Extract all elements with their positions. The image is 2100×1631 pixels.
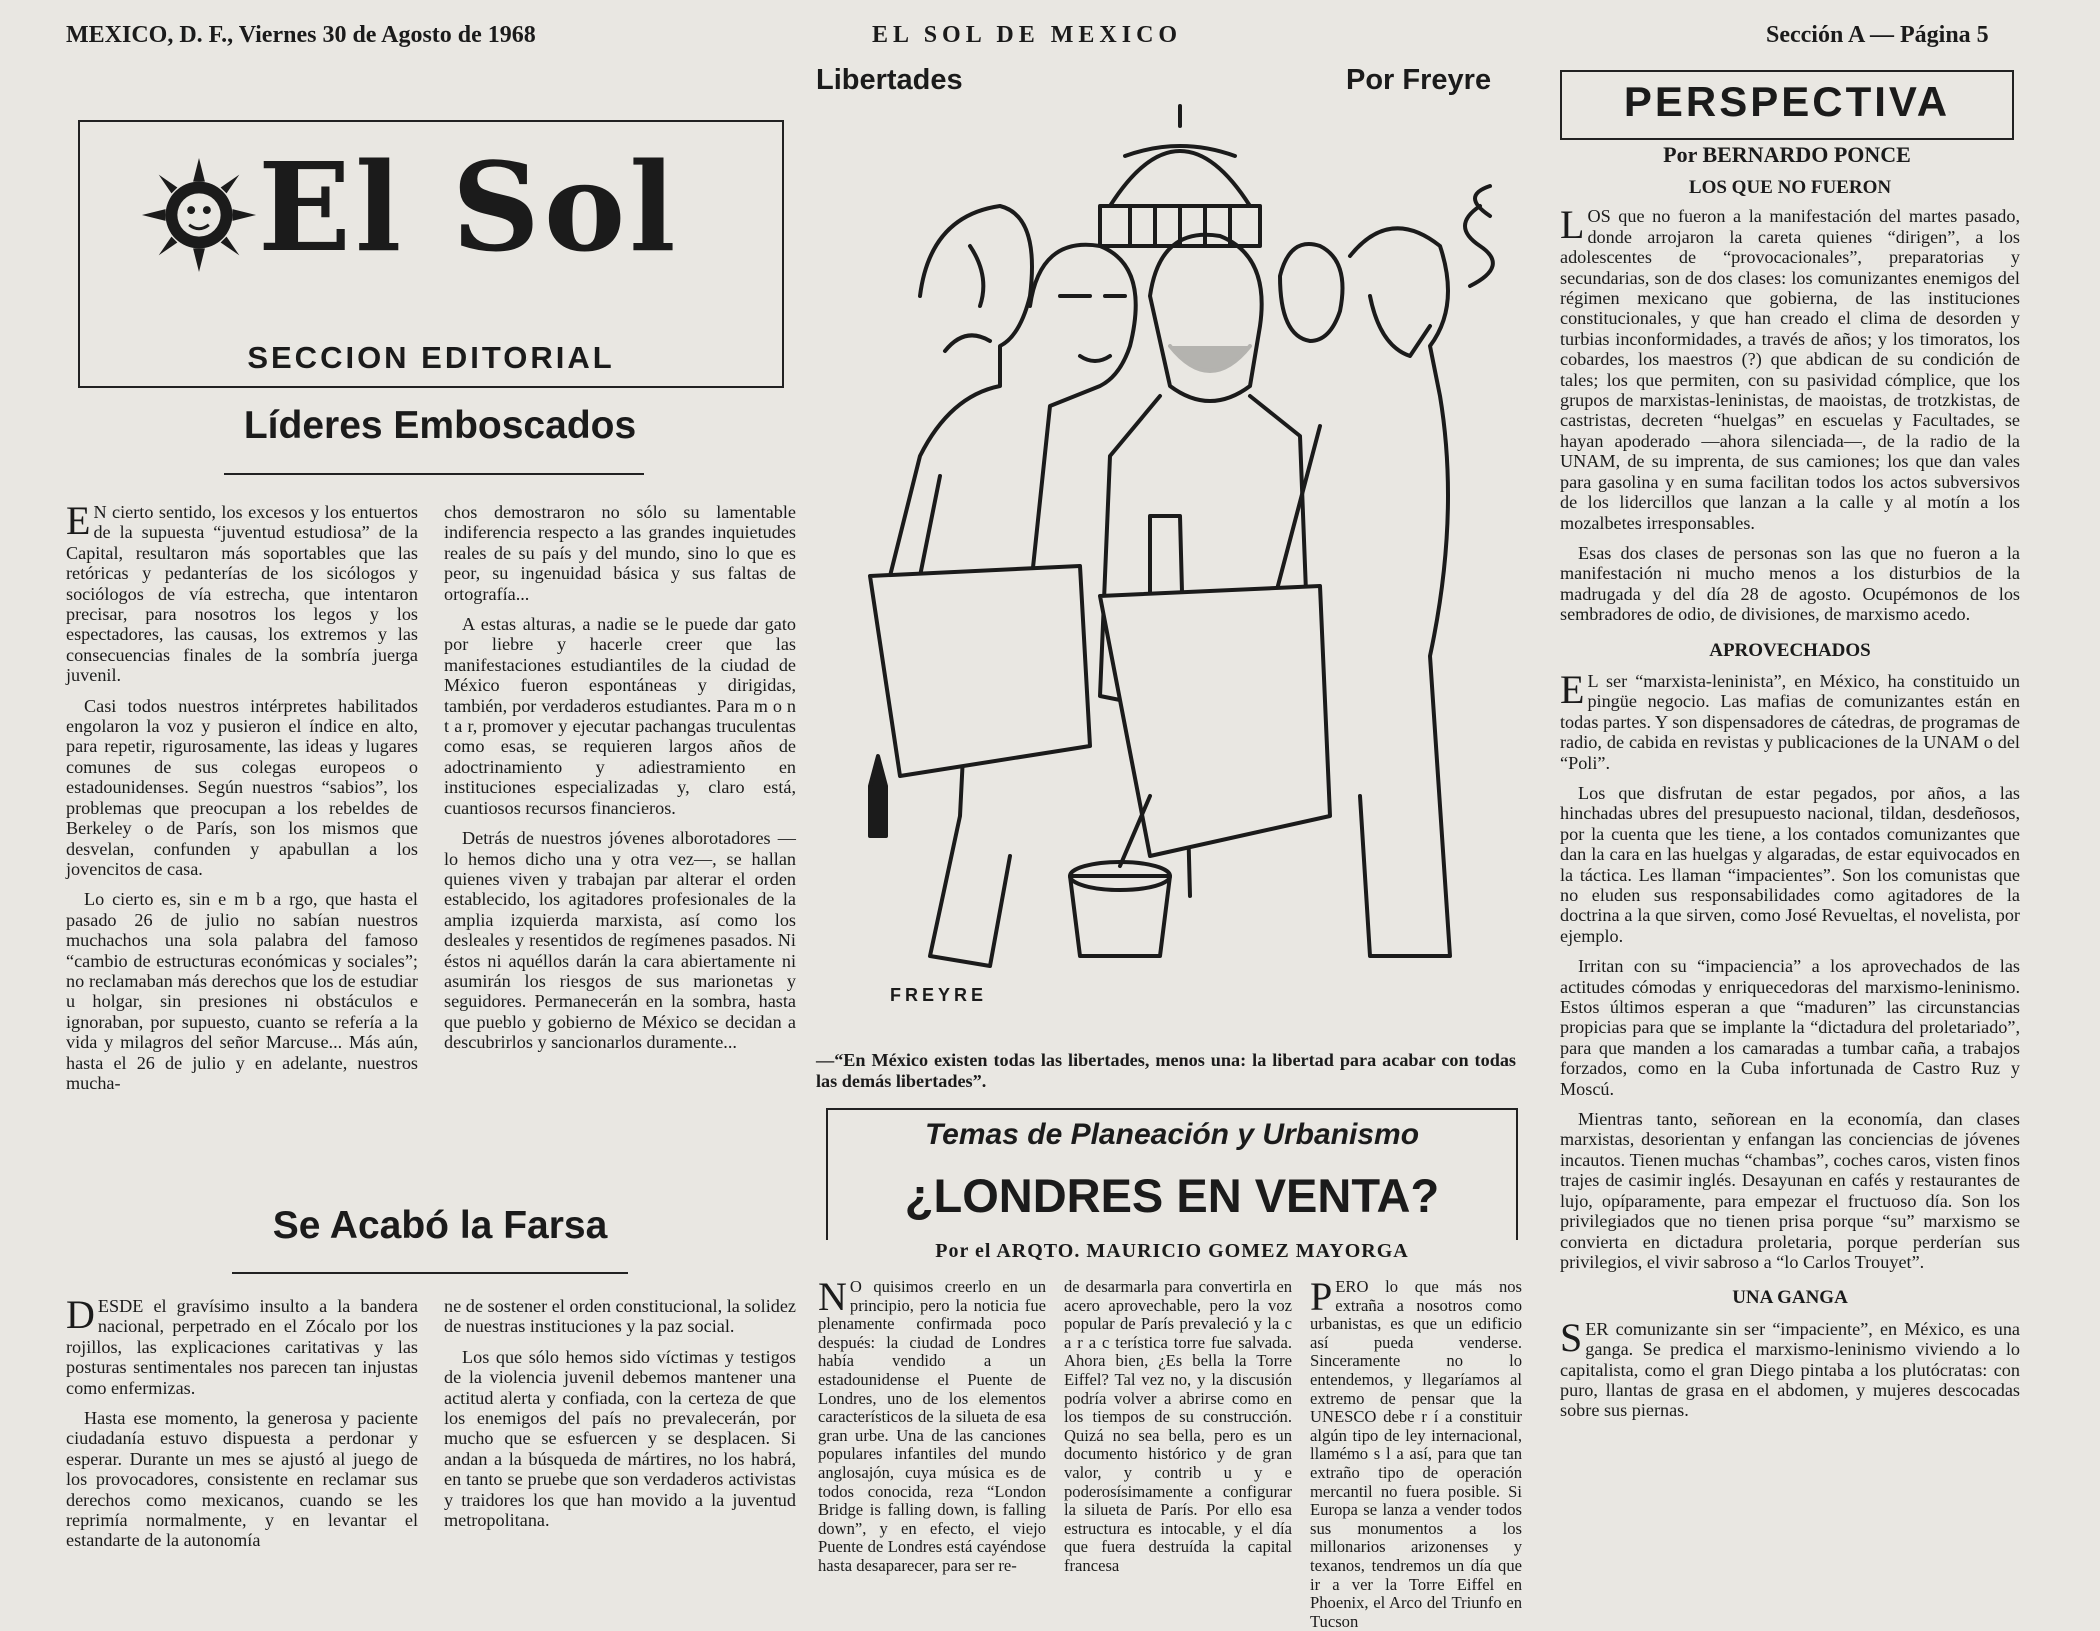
perspectiva-body (1560, 176, 2020, 1586)
paragraph: PERO lo que más nos extraña a nosotros como urbanistas, es que un edificio así pueda venderse. Sinceramente no lo entendemos, y llegaríamos al extremo de pensar que la UNESCO debe r í a constituir algún tipo de ley internacional, llamémo s l a así, para que tan extraño tipo de operación mercantil no fuera posible. Si Europa se lanza a vender todos sus monumentos a los millonarios arizonenses y texanos, tendremos un día que ir a ver la Torre Eiffel en Phoenix, el Arco del Triunfo en Tucson (1310, 1274, 1522, 1631)
paragraph: A estas alturas, a nadie se le puede dar gato por liebre y hacerle creer que las manifestaciones estudiantiles de la ciudad de México fueron espontáneas y dirigidas, también, por verdaderos estudiantes. Para m o n t a r, promover y ejecutar pachangas truculentas como esas, se requieren largos años de adoctrinamiento y adiestramiento en instituciones especializadas y, claro está, cuantiosos recursos financieros. (444, 614, 796, 818)
section-heading: UNA GANGA (1732, 1287, 1848, 1309)
section-heading: LOS QUE NO FUERON (1688, 177, 1892, 198)
editorial2-column-2 (444, 1296, 796, 1586)
editorial1-column-2 (444, 502, 796, 1063)
paragraph: SER comunizante sin ser “impaciente”, en México, es una ganga. Se predica el marxismo-leninismo viviendo a lo capitalista, como el gran Diego pintaba a los plutócratas: con puro, llantas de grasa en el abdomen, y mujeres descocadas sobre sus piernas. (1560, 1314, 2020, 1421)
paragraph: de desarmarla para convertirla en acero aprovechable, pero la voz popular de París prevaleció y la c a r a c terística torre fue salvada. Ahora bien, ¿Es bella la Torre Eiffel? Tal vez no, y la discusión podría volver a abrirse como en los tiempos de su construcción. Quizá no sea bella, pero es un documento histórico y de gran valor, y contrib u y e poderosísimamente a configurar la silueta de París. Por ello esa estructura es intocable, y el día que fuera destruída la capital francesa (1064, 1277, 1292, 1575)
paragraph: Detrás de nuestros jóvenes alborotadores —lo hemos dicho una y otra vez—, se hallan quienes viven y trabajan par alterar el orden establecido, los agitadores profesionales de la amplia izquierda marxista, así como los desleales y resentidos de regímenes pasados. Ni éstos ni aquéllos darán la cara abiertamente ni asumirán los riesgos de sus marionetas y seguidores. Permanecerán en la sombra, hasta que pueblo y gobierno de México se decidan a descubrirlos y sancionarlos duramente... (444, 828, 796, 1053)
paragraph: NO quisimos creerlo en un principio, pero la noticia fue plenamente confirmada poco después: la ciudad de Londres había vendido a un estadounidense el Puente de Londres, uno de los elementos característicos de la silueta de esa gran urbe. Una de las canciones populares infantiles del mundo anglosajón, cuya música es de todos conocida, reza “London Bridge is falling down, is falling down”, y en efecto, el viejo Puente de Londres está cayéndose hasta desaparecer, para ser re- (818, 1274, 1046, 1575)
editorial-title-lideres: Líderes Emboscados (243, 404, 637, 447)
editorial1-column-1 (66, 498, 418, 1103)
paragraph: EN cierto sentido, los excesos y los entuertos de la supuesta “juventud estudiosa” de la Capital, resultaron más soportables que las retóricas y pedanterías de los sicólogos y sociólogos de vía estrecha, que intentaron precisar, para nosotros los legos y los espectadores, las causas, los extremos y las consecuencias finales de la sombría juerga juvenil. (66, 498, 418, 686)
cartoon-byline: Por Freyre (1346, 64, 1492, 96)
masthead-section: SECCION EDITORIAL (247, 340, 615, 375)
paragraph: Esas dos clases de personas son las que no fueron a la manifestación ni mucho menos a los disturbios de la madrugada y del día 28 de agosto. Ocupémonos de los sembradores de odio, de divisiones, de marxismo acedo. (1560, 542, 2020, 625)
cartoon-signature: FREYRE (890, 985, 988, 1005)
perspectiva-byline: Por BERNARDO PONCE (1663, 142, 1911, 167)
londres-column-3 (1310, 1274, 1522, 1631)
cartoon-illustration (850, 96, 1510, 1036)
section-heading: APROVECHADOS (1709, 639, 1871, 661)
paragraph: EL ser “marxista-leninista”, en México, ha constituido un pingüe negocio. Las mafias de comunizantes están en todas partes. Y son dispensadores de cátedras, de programas de radio, de cabida en revistas y publicaciones de la UNAM o del “Poli”. (1560, 666, 2020, 773)
title-rule (232, 1272, 628, 1274)
paragraph: Lo cierto es, sin e m b a rgo, que hasta el pasado 26 de julio no sabían nuestros muchachos una sola palabra del famoso “cambio de estructuras económicas y sociales”; no reclamaban más derechos que los de estudiar u holgar, sin presiones ni obstáculos e ignoraban, por supuesto, cuanto se refería a la vida y milagros del señor Marcuse... Más aún, hasta el 26 de julio y en adelante, nuestros mucha- (66, 889, 418, 1093)
masthead-box (78, 120, 784, 388)
londres-column-1 (818, 1274, 1046, 1586)
title-rule (224, 473, 644, 475)
cartoon-caption: —“En México existen todas las libertades, menos una: la libertad para acabar con todas las demás libertades”. (816, 1050, 1516, 1091)
editorial-title-farsa: Se Acabó la Farsa (272, 1204, 608, 1247)
londres-byline: Por el ARQTO. MAURICIO GOMEZ MAYORGA (826, 1240, 1518, 1263)
paragraph: DESDE el gravísimo insulto a la bandera nacional, perpetrado en el Zócalo por los rojillos, las explicaciones caritativas y las posturas sentimentales nos parecen tan injustas como enfermizas. (66, 1292, 418, 1398)
paragraph: LOS que no fueron a la manifestación del martes pasado, donde arrojaron la careta quienes “dirigen”, a los adolescentes de “provocacionales”, preparatorias y secundarias, son de dos clases: los comunizantes enemigos del régimen mexicano que gobierna, de las instituciones constitucionales, y que han creado el clima de desorden y turbias inconformidades, a través de años; y los timoratos, los cobardes, los maestros (?) que abdican de su condición de tales; los que permiten, con su pasividad cómplice, que los grupos de marxistas-leninistas, de maoistas, de trotzkistas, de castristas, decreten “huelgas” en escuelas y Facultades, se hayan apoderado —ahora silenciada—, de la radio de la UNAM, de su imprenta, de sus camiones; los que dan vales para gasolina y en suma facilitan todos los actos subversivos de los lidercillos que lanzan a la calle y al motín a los mozalbetes irresponsables. (1560, 202, 2020, 533)
paragraph: Hasta ese momento, la generosa y paciente ciudadanía estuvo dispuesta a perdonar y esperar. Durante un mes se ajustó al juego de los provocadores, consistente en reclamar sus derechos como mexicanos, cuando se les reprimía normalmente, y en levantar el estandarte de la autonomía (66, 1408, 418, 1551)
paragraph: ne de sostener el orden constitucional, la solidez de nuestras instituciones y la paz social. (444, 1296, 796, 1337)
paragraph: Los que sólo hemos sido víctimas y testigos de la violencia juvenil debemos mantener una actitud alerta y confiada, con la certeza de que los enemigos del país no prevalecerán, por mucho que se esfuercen y se desplacen. Si andan a la búsqueda de mártires, no los habrá, en tanto se pruebe que son verdaderos activistas y traidores los que han movido a la juventud metropolitana. (444, 1346, 796, 1531)
paragraph: Mientras tanto, señorean en la economía, dan clases marxistas, desorientan y enfangan las conciencias de jóvenes incautos. Tienen muchas “chambas”, coches caros, visten finos trajes de casimir inglés. Desayunan en cafés y restaurantes de lujo, opíparamente, para empezar el fructuoso día. Son los privilegiados que no tienen prisa porque “su” marxismo se convierta en dictadura proletaria, porque perderían sus privilegios, el vivir sabroso a “lo Carlos Trouyet”. (1560, 1109, 2020, 1272)
paragraph: Casi todos nuestros intérpretes habilitados engolaron la voz y pusieron el índice en alto, para repetir, rigurosamente, las ideas y lugares comunes de sus colegas europeos o estadounidenses. Según nuestros “sabios”, los problemas que preocupan a los rebeldes de Berkeley o de París, son los mismos que desvelan, confunden y apabullan a los jovencitos de casa. (66, 695, 418, 879)
londres-column-2 (1064, 1278, 1292, 1586)
paragraph: Irritan con su “impaciencia” a los aprovechados de las actitudes cómodas y enriquecedoras del marxismo-leninismo. Estos últimos esperan a que “maduren” las circunstancias propicias para que se implante la “dictadura del proletariado”, para que manden a los camaradas a tumbar caña, a trabajos forzados, como en la Cuba infortunada de Castro Ruz y Moscú. (1560, 956, 2020, 1099)
sun-logo-icon (140, 156, 258, 274)
londres-title: ¿LONDRES EN VENTA? (904, 1169, 1440, 1222)
paragraph: Los que disfrutan de estar pegados, por años, a las hinchadas ubres del presupuesto nacional, tildan, desdeñosos, por la cuenta que les tiene, a los contados comunizantes que dan la cara en las huelgas y algaradas, de estar equivocados en la táctica. Les llaman “impacientes”. Son los comunistas que no eluden sus responsabilidades como agitadores de la doctrina a la que sirven, como José Revueltas, el novelista, por ejemplo. (1560, 782, 2020, 946)
cartoon-title: Libertades (816, 64, 963, 96)
masthead-logo: El Sol (258, 135, 680, 279)
folio-date: MEXICO, D. F., Viernes 30 de Agosto de 1968 (66, 22, 536, 48)
londres-kicker: Temas de Planeación y Urbanismo (924, 1118, 1420, 1151)
folio-paper-name: EL SOL DE MEXICO (872, 22, 1183, 48)
perspectiva-title: PERSPECTIVA (1623, 78, 1951, 125)
paragraph: chos demostraron no sólo su lamentable indiferencia respecto a las grandes inquietudes reales de su país y del mundo, sino lo que es peor, su ingenuidad básica y sus faltas de ortografía... (444, 502, 796, 604)
folio-section-page: Sección A — Página 5 (1766, 22, 1989, 48)
editorial2-column-1 (66, 1292, 418, 1586)
